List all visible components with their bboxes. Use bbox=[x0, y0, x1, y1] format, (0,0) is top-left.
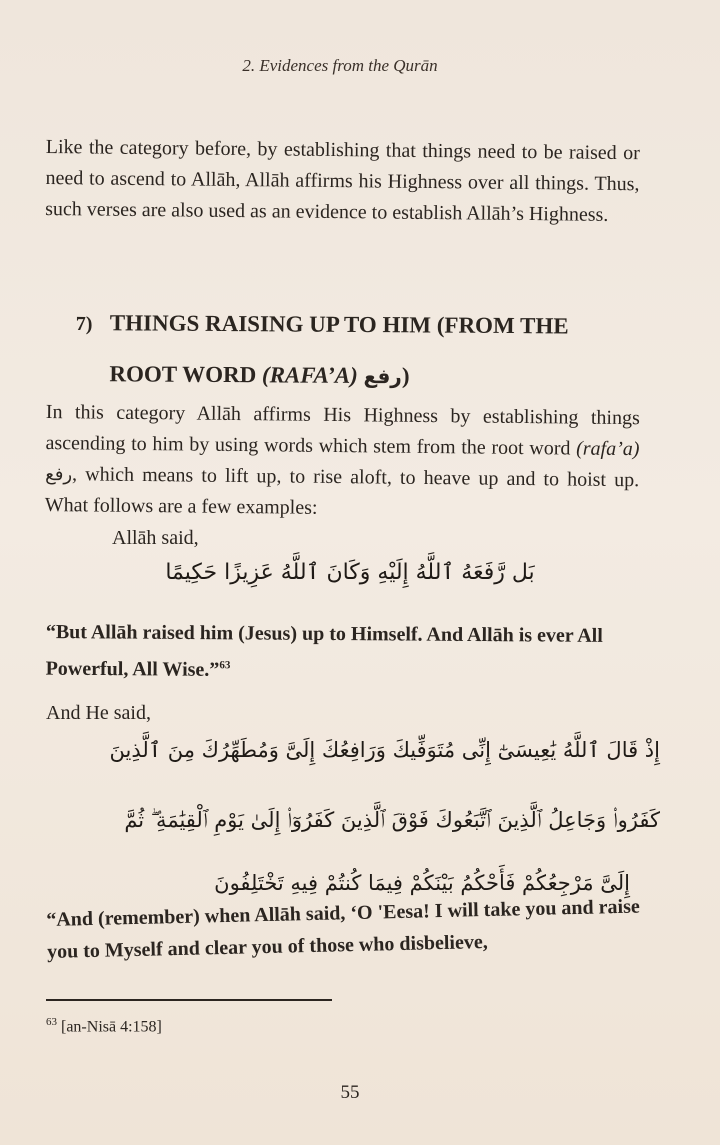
section-heading bbox=[75, 298, 646, 403]
body-arabic: رفع bbox=[45, 463, 73, 486]
verse2-arabic-line1: إِذْ قَالَ ٱللَّهُ يَٰعِيسَىٰٓ إِنِّى مُتَوَفِّيكَ وَرَافِعُكَ إِلَىَّ وَمُطَهِّرُكَ مِنَ ٱلَّذِينَ bbox=[109, 738, 660, 762]
section-number: 7) bbox=[75, 312, 93, 336]
body-translit: (rafa’a) bbox=[576, 437, 640, 461]
footnote-number: 63 bbox=[46, 1016, 57, 1028]
and-he-said-label: And He said, bbox=[46, 702, 151, 724]
section-body-paragraph bbox=[45, 397, 640, 527]
footnote-ref-63: 63 bbox=[219, 659, 231, 672]
section-title-close: ) bbox=[401, 363, 410, 389]
verse1-translation bbox=[46, 616, 640, 689]
body-text-part1: In this category Allāh affirms His Highness by establishing things ascending to him by using words which stem from the root word bbox=[45, 400, 640, 460]
verse1-translation-text: “But Allāh raised him (Jesus) up to Himself. And Allāh is ever All Powerful, All Wise.” bbox=[45, 620, 603, 681]
section-title-prefix: ROOT WORD bbox=[109, 361, 263, 388]
verse2-translation: “And (remember) when Allāh said, ‘O 'Eesa! I will take you and raise you to Myself and clear you of those who disbelieve, bbox=[46, 895, 641, 963]
verse2-arabic-line3: إِلَىَّ مَرْجِعُكُمْ فَأَحْكُمُ بَيْنَكُمْ فِيمَا كُنتُمْ فِيهِ تَخْتَلِفُونَ bbox=[214, 871, 630, 895]
page-number: 55 bbox=[340, 1082, 360, 1103]
running-head: 2. Evidences from the Qurān bbox=[242, 56, 438, 75]
body-text-part2: , which means to lift up, to rise aloft, to heave up and to hoist up. What follows are a few examples: bbox=[44, 463, 640, 519]
section-title-arabic: رفع bbox=[363, 364, 402, 389]
footnote bbox=[46, 1016, 162, 1036]
section-title-translit: (RAFA’A) bbox=[261, 362, 358, 388]
allah-said-label: Allāh said, bbox=[112, 527, 199, 549]
verse2-arabic-line2: كَفَرُوا۟ وَجَاعِلُ ٱلَّذِينَ ٱتَّبَعُوكَ فَوْقَ ٱلَّذِينَ كَفَرُوٓا۟ إِلَىٰ يَوْمِ ٱلْقِيَٰمَةِ ۖ ثُمَّ bbox=[124, 808, 660, 832]
intro-paragraph: Like the category before, by establishing that things need to be raised or need to ascend to Allāh, Allāh affirms his Highness over all things. Thus, such verses are also used as an evidence to establish Allāh’s Highness. bbox=[45, 135, 640, 226]
footnote-divider bbox=[46, 999, 332, 1001]
verse1-arabic: بَل رَّفَعَهُ ٱللَّهُ إِلَيْهِ وَكَانَ ٱللَّهُ عَزِيزًا حَكِيمًا bbox=[165, 560, 535, 585]
section-title-line2 bbox=[75, 349, 645, 403]
section-title-line1: THINGS RAISING UP TO HIM (FROM THE bbox=[109, 310, 569, 339]
footnote-text: [an-Nisā 4:158] bbox=[61, 1018, 162, 1036]
